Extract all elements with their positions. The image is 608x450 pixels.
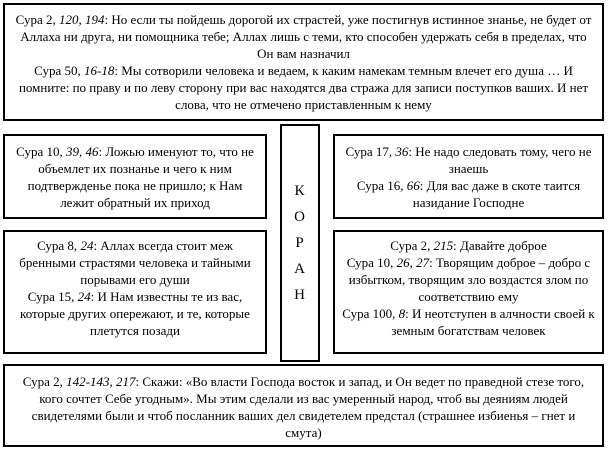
quote-text: : Давайте доброе [453,238,547,253]
quote-paragraph [11,288,259,339]
middle-right-quote-box [333,134,604,219]
sura-ref-label: Сура 15, [27,289,78,304]
quote-text: : Не надо следовать тому, чего не знаешь [408,144,592,176]
sura-ref-label: Сура 10, [346,255,397,270]
quote-paragraph [11,143,259,211]
quote-text: : Скажи: «Во власти Господа восток и запад, и Он ведет по праведной стезе того, кого сочтет Себе угодным». Мы этим сделали из вас умеренный народ, чтоб вы деяниям людей свидетелями были и чтоб посланник ваших дел свидетелем предстал (страшнее избиенья – гнет и смута) [31,374,585,440]
quote-text: : Аллах всегда стоит меж бренными страстями человека и тайными порывами его души [19,238,251,287]
quote-text: : И неотступен в алчности своей к земным богатствам человек [391,306,595,338]
quote-paragraph [15,373,592,441]
quote-paragraph [11,237,259,288]
koran-letter: Н [294,287,306,303]
quote-text: : Ложью именуют то, что не объемлет их познанье и чего к ним подтвержденье пока не пришло; к Нам лежит обратный их приход [27,144,254,210]
quote-text: : Для вас даже в скоте таится назидание Господне [412,178,581,210]
sura-verses: 215 [433,238,454,253]
top-quote-box [3,3,604,121]
sura-ref-label: Сура 2, [390,238,434,253]
middle-left-quote-box [3,134,267,219]
sura-ref-label: Сура 17, [345,144,396,159]
quote-paragraph [341,143,596,177]
sura-ref-label: Сура 50, [34,63,85,78]
quote-paragraph [339,254,598,305]
sura-verses: 16-18 [84,63,115,78]
sura-ref-label: Сура 16, [356,178,407,193]
sura-ref-label: Сура 100, [342,306,399,321]
lower-left-quote-box [3,230,267,354]
sura-verses: 24 [80,238,94,253]
quote-text: : Мы сотворили человека и ведаем, к каким намекам темным влечет его душа … И помните: по праву и по леву сторону при вас находятся два стража для записи поступков ваших. И нет слова, что не отмечено приставленным к нему [18,63,589,112]
quote-paragraph [339,305,598,339]
quote-text: : Но если ты пойдешь дорогой их страстей, уже постигнув истинное знанье, не будет от Аллаха ни друга, ни помощника тебе; Аллах лишь с теми, кто способен удержать себя в пределах, что Он вам назначил [20,12,592,61]
sura-verses: 8 [398,306,406,321]
sura-verses: 66 [406,178,420,193]
sura-verses: 142-143, 217 [66,374,136,389]
sura-verses: 39, 46 [66,144,99,159]
sura-ref-label: Сура 8, [37,238,81,253]
koran-letter: О [294,209,306,225]
koran-center-column [280,124,320,362]
sura-ref-label: Сура 2, [15,12,59,27]
quote-paragraph [341,177,596,211]
sura-verses: 120, 194 [58,12,105,27]
quote-text: : И Нам известны те из вас, которые других опережают, и те, которые плетутся позади [20,289,250,338]
lower-right-quote-box [333,230,604,354]
sura-ref-label: Сура 2, [22,374,67,389]
sura-verses: 24 [77,289,91,304]
quote-paragraph [13,11,594,62]
quote-text: : Творящим доброе – добро с избытком, творящим зло воздастся злом по соответствию ему [348,255,591,304]
quote-paragraph [339,237,598,254]
koran-letter: К [294,183,306,199]
sura-verses: 26, 27 [396,255,430,270]
koran-letter: Р [295,235,305,251]
quote-paragraph [13,62,594,113]
sura-verses: 36 [395,144,409,159]
bottom-quote-box [3,364,604,447]
sura-ref-label: Сура 10, [16,144,67,159]
koran-letter: А [294,261,306,277]
